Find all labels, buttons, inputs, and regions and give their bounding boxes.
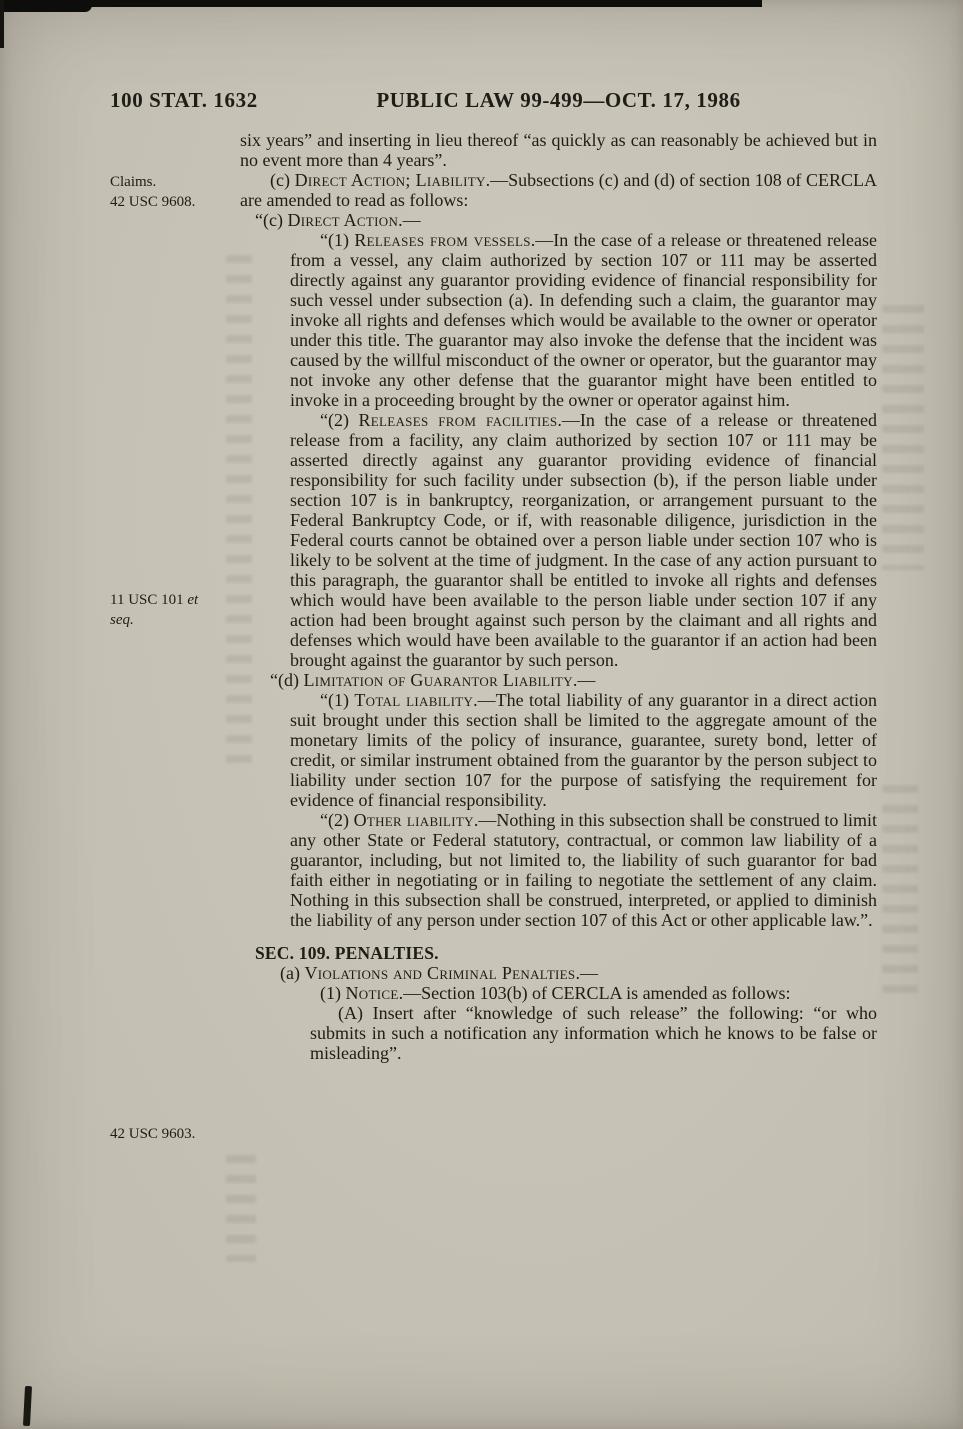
text-segment: .— <box>572 670 596 690</box>
margin-note-line <box>110 172 236 192</box>
text-segment: “(2) <box>320 810 354 830</box>
text-segment: .—In the case of a release or threatened release from a vessel, any claim authorized by section 107 or 111 may be asserted directly against any guarantor providing evidence of financial responsibility for such vessel under subsection (a). In defending such a claim, the guarantor may invoke all rights and defenses which would be available to the owner or operator under this title. The guarantor may also invoke the defense that the incident was caused by the willful misconduct of the owner or operator, but the guarantor may not invoke any other defense that the guarantor might have been entitled to invoke in a proceeding brought by the owner or operator against him. <box>290 230 877 410</box>
text-segment: .— <box>398 210 421 230</box>
text-segment: (c) <box>270 170 295 190</box>
text-segment: Total liability <box>354 690 474 710</box>
paragraph-continuation <box>240 130 877 170</box>
text-segment: “(1) <box>320 690 355 710</box>
margin-note-line <box>110 590 236 610</box>
text-segment: .—Subsections (c) and (d) of section 108 of CERCLA are amended to read as follows: <box>240 170 878 210</box>
text-segment: Claims. <box>110 174 157 190</box>
scan-edge-artifact <box>0 0 762 7</box>
bleedthrough-smudge <box>882 300 924 570</box>
text-segment: 42 USC 9603. <box>110 1126 196 1142</box>
paragraph-sec-109-heading <box>240 943 877 963</box>
text-segment: .— <box>575 963 598 983</box>
text-segment: “(d) <box>270 670 304 690</box>
text-segment: six years” and inserting in lieu thereof “as quickly as can reasonably be achieved but in no event more than 4 years”. <box>240 130 877 170</box>
text-segment: Direct Action <box>287 210 399 230</box>
text-segment: seq. <box>110 612 134 628</box>
paragraph-subsec-c-heading <box>240 210 877 230</box>
paragraph-insert-clause <box>310 1003 877 1063</box>
scan-mark-artifact <box>23 1386 32 1426</box>
paragraph-subsec-d-heading <box>240 670 877 690</box>
paragraph-other-liability <box>290 810 877 930</box>
paragraph-total-liability <box>290 690 877 810</box>
margin-note-line <box>110 610 236 630</box>
text-segment: .—Nothing in this subsection shall be construed to limit any other State or Federal statutory, contractual, or common law liability of a guarantor, including, but not limited to, the liability of such guarantor for bad faith either in negotiating or in failing to negotiate the settlement of any claim. Nothing in this subsection shall be construed, interpreted, or applied to diminish the liability of any person under section 107 of this Act or other applicable law.”. <box>290 810 878 930</box>
text-segment: .—In the case of a release or threatened release from a facility, any claim authorized by section 107 or 111 may be asserted directly against any guarantor providing evidence of financial responsibility for such facility under subsection (b), if the person liable under section 107 is in bankruptcy, reorganization, or arrangement pursuant to the Federal Bankruptcy Code, or if, with reasonable diligence, jurisdiction in the Federal courts cannot be obtained over a person liable under section 107 who is likely to be solvent at the time of judgment. In the case of any action pursuant to this paragraph, the guarantor shall be entitled to invoke all rights and defenses which would have been available to the person liable under section 107 if any action had been brought against such person by the claimant and all rights and defenses which would have been available to the guarantor if an action had been brought against the guarantor by such person. <box>290 410 878 670</box>
text-segment: et <box>187 592 199 608</box>
margin-note-claims <box>110 172 236 212</box>
text-segment: Releases from vessels <box>354 230 531 250</box>
public-law-title: PUBLIC LAW 99-499—OCT. 17, 1986 <box>376 88 741 112</box>
text-segment: .—Section 103(b) of CERCLA is amended as follows: <box>398 983 791 1003</box>
paragraph-notice <box>290 983 877 1003</box>
text-segment: .—The total liability of any guarantor in a direct action suit brought under this section shall be limited to the aggregate amount of the monetary limits of the policy of insurance, guarantee, surety bond, letter of credit, or similar instrument obtained from the guarantor by the person subject to liability under section 107 for the purpose of satisfying the requirement for evidence of financial responsibility. <box>290 690 877 810</box>
text-segment: “(1) <box>320 230 355 250</box>
paragraph-releases-from-vessels <box>290 230 877 410</box>
text-segment: Direct Action; Liability <box>294 170 486 190</box>
text-segment: “(c) <box>255 210 288 230</box>
text-segment: (a) <box>280 963 305 983</box>
statute-page-number: 100 STAT. 1632 <box>110 88 258 112</box>
text-segment: 11 USC 101 <box>110 592 188 608</box>
text-segment: 42 USC 9608. <box>110 194 196 210</box>
margin-note-line <box>110 1124 236 1144</box>
text-segment: Limitation of Guarantor Liability <box>303 670 573 690</box>
text-segment: Violations and Criminal Penalties <box>304 963 576 983</box>
paragraph-violations-heading <box>240 963 877 983</box>
paragraph-direct-action-liability <box>240 170 877 210</box>
text-segment: “(2) <box>320 410 359 430</box>
text-segment: (1) <box>320 983 346 1003</box>
scan-corner-artifact <box>0 0 92 12</box>
paragraph-releases-from-facilities <box>290 410 877 670</box>
text-segment: Notice <box>345 983 399 1003</box>
text-segment: Releases from facilities <box>358 410 558 430</box>
text-segment: SEC. 109. PENALTIES. <box>255 943 439 963</box>
bleedthrough-smudge <box>882 780 918 1000</box>
bleedthrough-smudge <box>226 1150 256 1262</box>
scan-edge-artifact <box>0 0 4 48</box>
text-segment: Other liability <box>353 810 474 830</box>
margin-note-line <box>110 192 236 212</box>
margin-note-usc9603 <box>110 1124 236 1144</box>
text-segment: (A) Insert after “knowledge of such release” the following: “or who submits in such a notification any information which he knows to be false or misleading”. <box>310 1003 877 1063</box>
body-column <box>240 130 877 1063</box>
margin-note-usc101 <box>110 590 236 630</box>
